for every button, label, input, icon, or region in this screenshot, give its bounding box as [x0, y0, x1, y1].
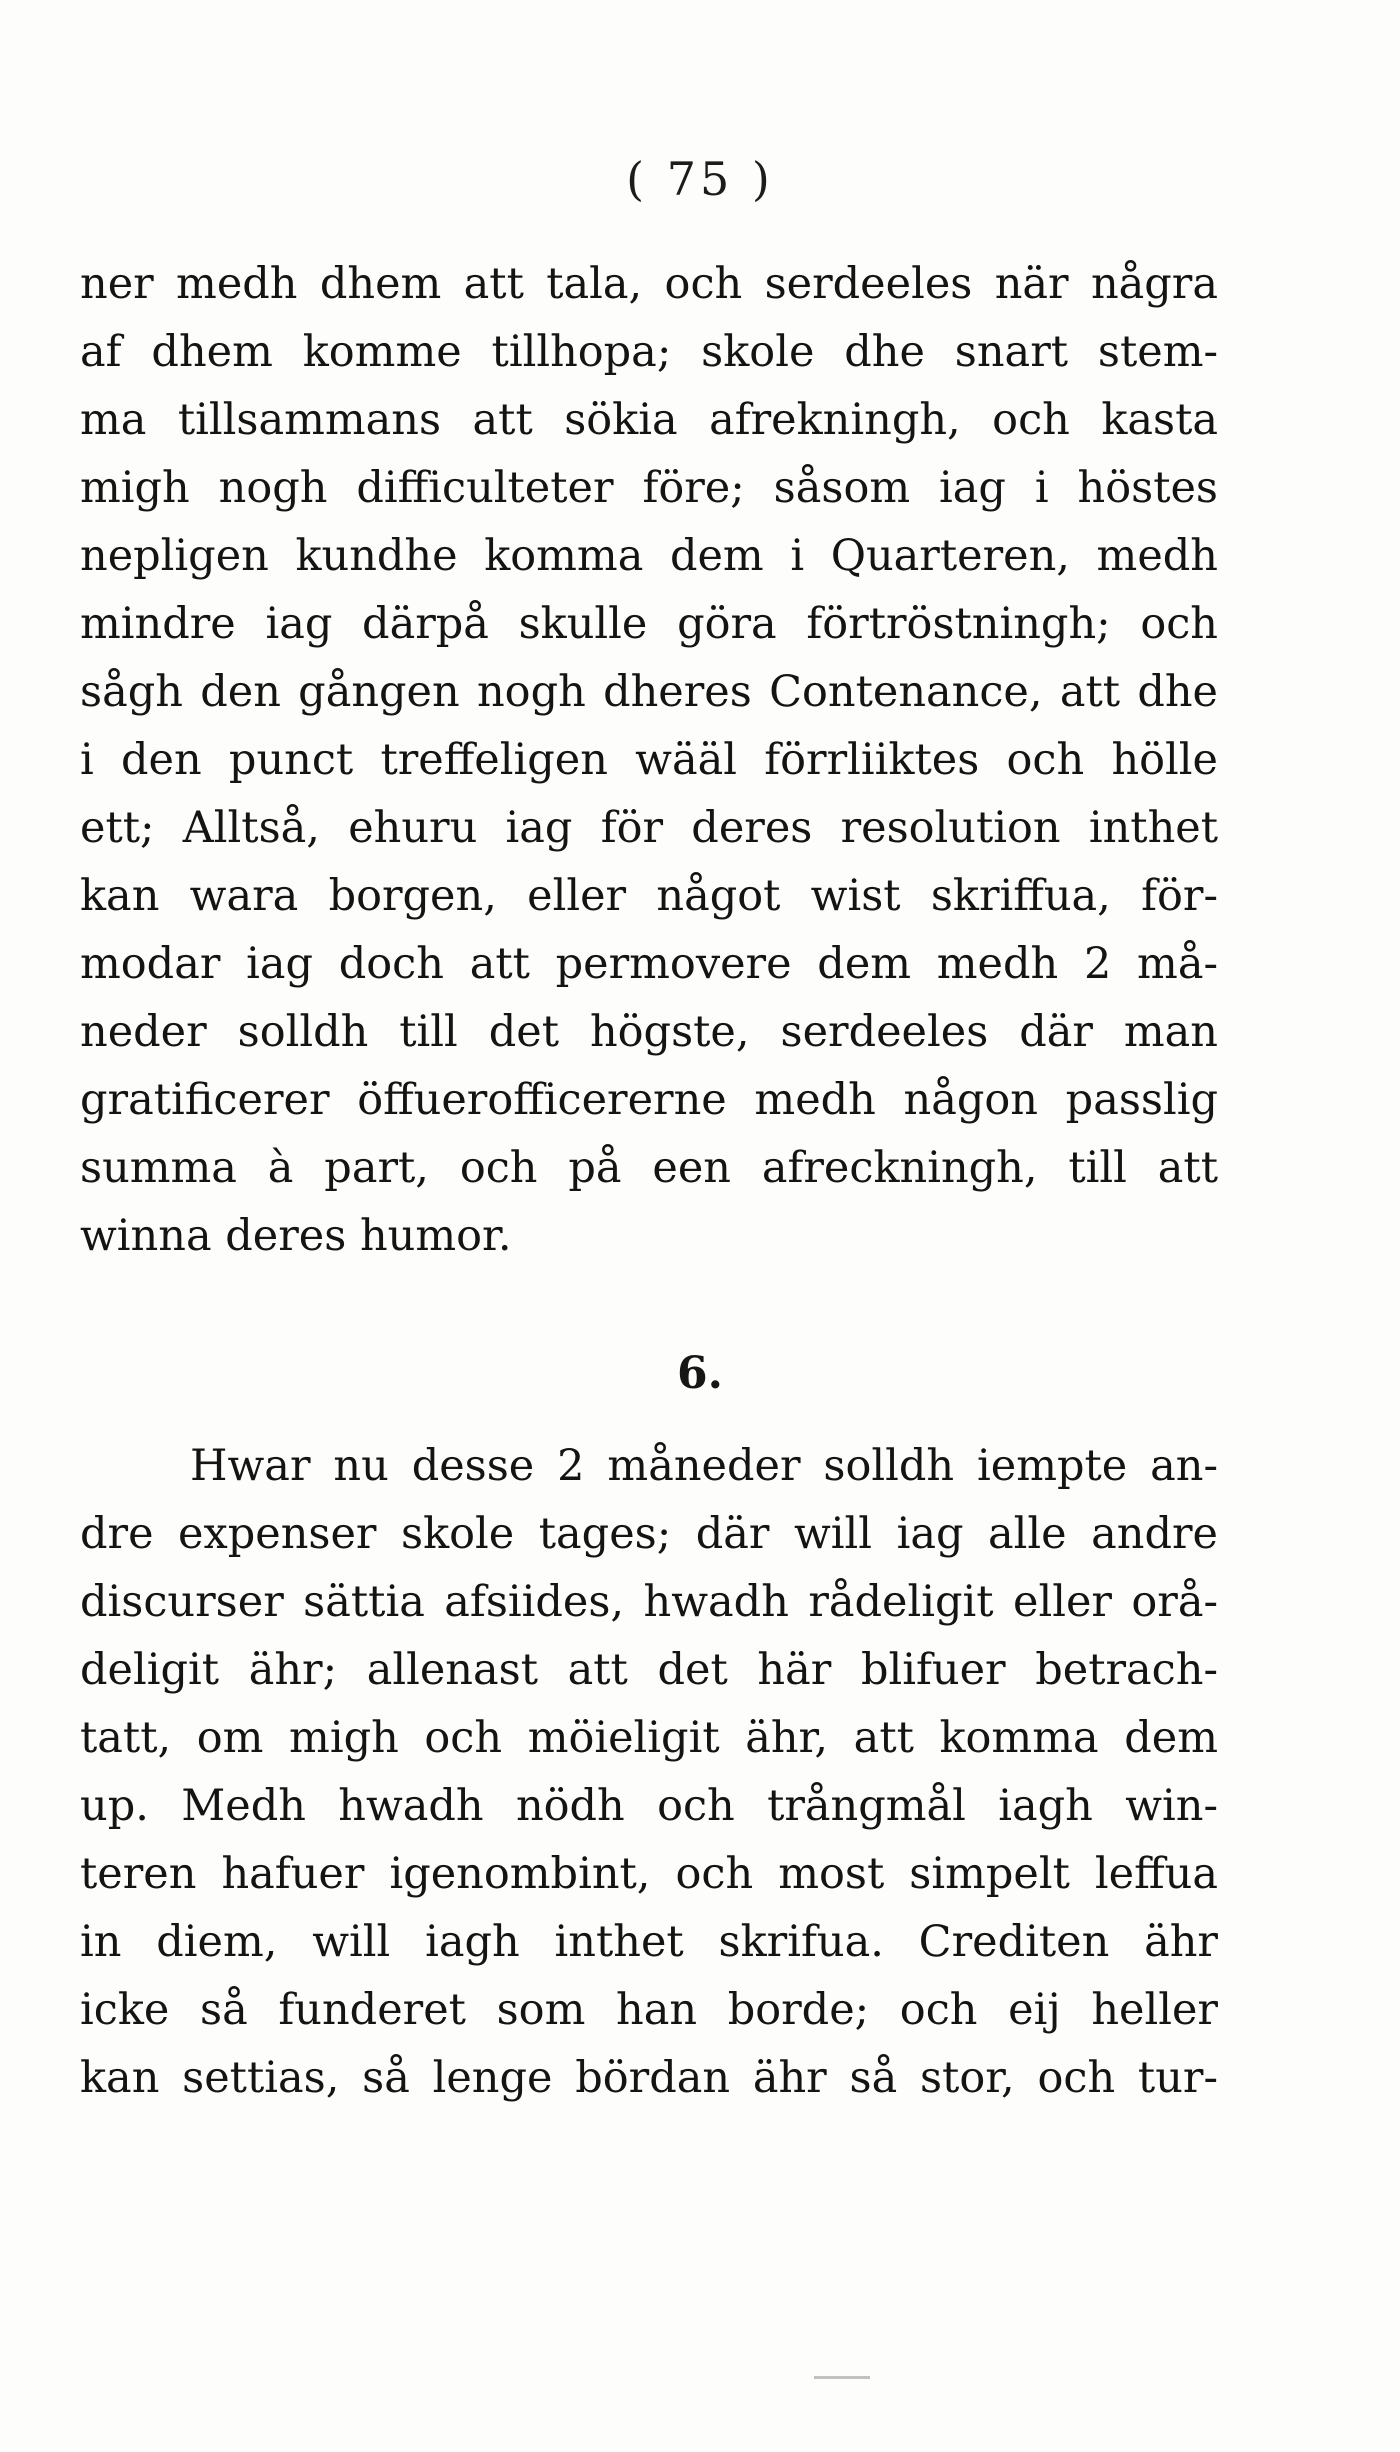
text-line: discurser sättia afsiides, hwadh rådeligit eller orå-: [80, 1577, 1218, 1627]
text-line: i den punct treffeligen wääl förrliiktes och hölle: [80, 735, 1218, 785]
print-mark: [814, 2376, 870, 2379]
text-line: mindre iag därpå skulle göra förtröstningh; och: [80, 599, 1218, 649]
text-line: summa à part, och på een afreckningh, till att: [80, 1143, 1218, 1193]
text-line: gratificerer öffuerofficererne medh någon passlig: [80, 1075, 1218, 1125]
text-line: ett; Alltså, ehuru iag för deres resolution inthet: [80, 803, 1218, 853]
paragraph-1: [80, 250, 1218, 1270]
text-line: dre expenser skole tages; där will iag alle andre: [80, 1509, 1218, 1559]
text-line: tatt, om migh och möieligit ähr, att komma dem: [80, 1713, 1218, 1763]
text-line: ma tillsammans att sökia afrekningh, och kasta: [80, 395, 1218, 445]
text-line: nepligen kundhe komma dem i Quarteren, medh: [80, 531, 1218, 581]
page-number: ( 75 ): [626, 152, 774, 206]
text-line: neder solldh till det högste, serdeeles där man: [80, 1007, 1218, 1057]
text-line: teren hafuer igenombint, och most simpelt leffua: [80, 1849, 1218, 1899]
text-line: in diem, will iagh inthet skrifua. Crediten ähr: [80, 1917, 1218, 1967]
text-line: migh nogh difficulteter före; såsom iag i höstes: [80, 463, 1218, 513]
text-line: modar iag doch att permovere dem medh 2 må-: [80, 939, 1218, 989]
text-line: winna deres humor.: [80, 1211, 512, 1261]
text-line: kan settias, så lenge bördan ähr så stor, och tur-: [80, 2053, 1218, 2103]
text-line: af dhem komme tillhopa; skole dhe snart stem-: [80, 327, 1218, 377]
text-line: ner medh dhem att tala, och serdeeles när några: [80, 259, 1218, 309]
text-line: deligit ähr; allenast att det här blifuer betrach-: [80, 1645, 1218, 1695]
paragraph-2: [80, 1432, 1218, 2112]
text-line: kan wara borgen, eller något wist skriffua, för-: [80, 871, 1218, 921]
section-number: 6.: [677, 1348, 723, 1399]
text-line: up. Medh hwadh nödh och trångmål iagh win-: [80, 1781, 1218, 1831]
text-line: icke så funderet som han borde; och eij heller: [80, 1985, 1218, 2035]
text-line: Hwar nu desse 2 måneder solldh iempte an-: [190, 1441, 1218, 1491]
text-line: sågh den gången nogh dheres Contenance, att dhe: [80, 667, 1218, 717]
